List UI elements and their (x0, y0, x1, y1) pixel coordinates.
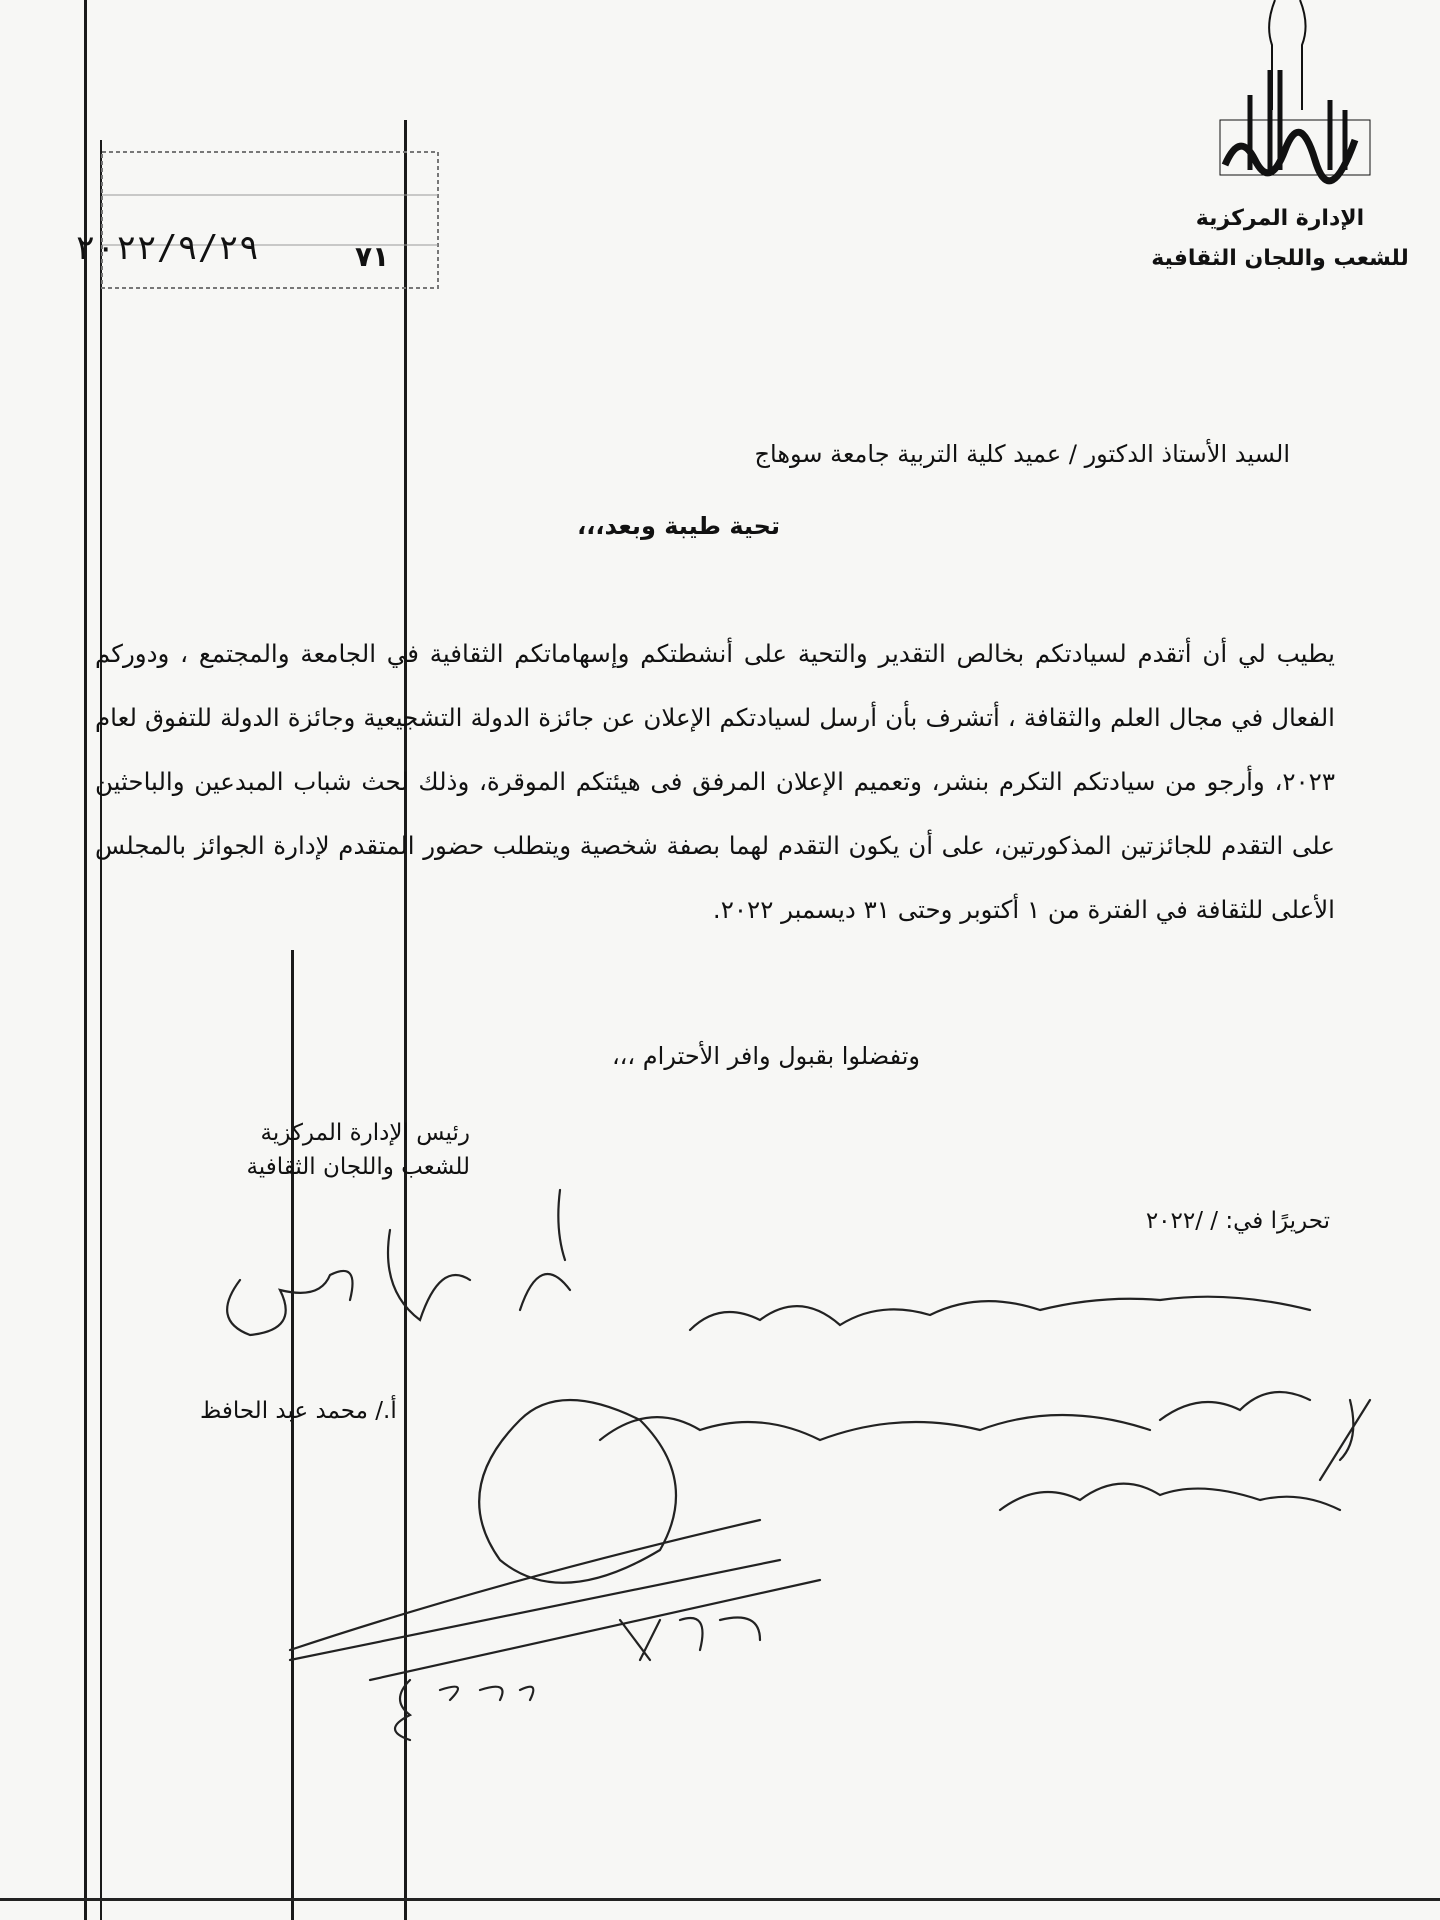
handwritten-date (395, 1680, 533, 1740)
signature-scribble (520, 1190, 570, 1310)
stamp-number: ٧١ (355, 240, 390, 273)
letter-body: يطيب لي أن أتقدم لسيادتكم بخالص التقدير والتحية على أنشطتكم وإسهاماتكم الثقافية في الجامعة والمجتمع ، ودوركم الفعال في مجال العلم والثقافة ، أتشرف بأن أرسل لسيادتكم الإعلان عن جائزة الدولة التشجيعية وجائزة الدولة للتفوق لعام ٢٠٢٣، وأرجو من سيادتكم التكرم بنشر، وتعميم الإعلان المرفق فى هيئتكم الموقرة، وذلك لحث شباب المبدعين والباحثين على التقدم للجائزتين المذكورتين، على أن يكون التقدم لهما بصفة شخصية ويتطلب حضور المتقدم لإدارة الجوائز بالمجلس الأعلى للثقافة في الفترة من ١ أكتوبر وحتى ٣١ ديسمبر ٢٠٢٢. (95, 639, 1335, 924)
org-name-line2: للشعب واللجان الثقافية (1151, 246, 1409, 271)
recipient-line: السيد الأستاذ الدكتور / عميد كلية التربية جامعة سوهاج (754, 440, 1290, 468)
closing-line: وتفضلوا بقبول وافر الأحترام ،،، (611, 1042, 920, 1070)
handwritten-note-3 (600, 1415, 1150, 1440)
stamp-reference-date: ٢٠٢٢/٩/٢٩ (75, 228, 260, 268)
signatory-name: أ./ محمد عبد الحافظ (200, 1398, 397, 1424)
date-line: تحريرًا في: / /٢٠٢٢ (1145, 1208, 1330, 1234)
greeting-line: تحية طيبة وبعد،،، (577, 512, 780, 540)
handwritten-note-4 (1000, 1484, 1340, 1510)
handwritten-note-2 (1160, 1392, 1370, 1480)
page-bottom-rule (0, 1898, 1440, 1901)
large-signature-loop (290, 1400, 820, 1680)
signatory-title-line2: للشعب واللجان الثقافية (246, 1154, 470, 1180)
signature-scribble (227, 1230, 470, 1335)
handwritten-note-1 (690, 1297, 1310, 1330)
signatory-title-line1: رئيس الإدارة المركزية (260, 1120, 470, 1146)
handwritten-number (620, 1618, 760, 1661)
org-name-line1: الإدارة المركزية (1195, 206, 1365, 231)
